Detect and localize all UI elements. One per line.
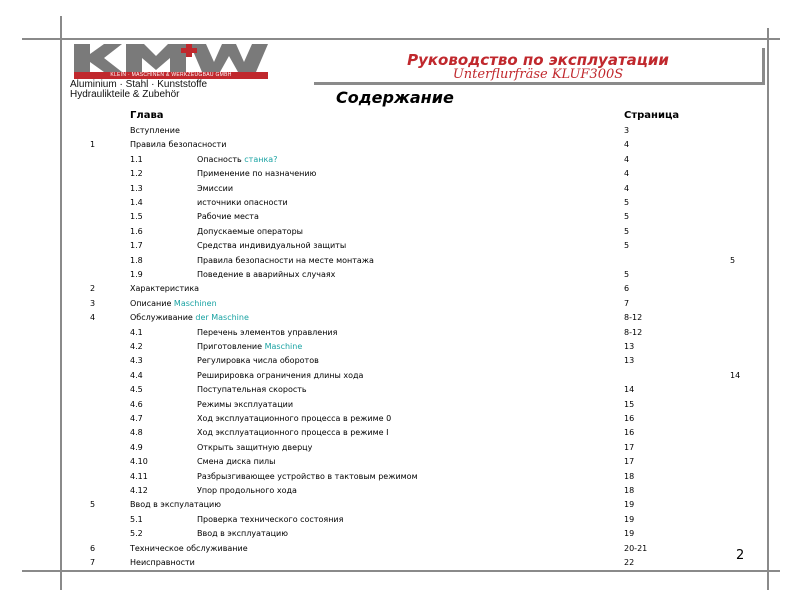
toc-page-number: 5 <box>624 212 630 221</box>
toc-entry-text: Регулировка числа оборотов <box>197 356 319 365</box>
toc-entry-title[interactable] <box>130 140 226 149</box>
toc-page-number: 19 <box>624 515 635 524</box>
toc-page-number: 5 <box>624 241 630 250</box>
toc-entry-title[interactable] <box>197 428 388 437</box>
toc-entry-text: Характеристика <box>130 284 200 293</box>
toc-page-number-offset: 5 <box>730 256 736 265</box>
left-rule <box>60 16 62 590</box>
toc-entry-text: Неисправности <box>130 558 195 567</box>
toc-page-number: 19 <box>624 529 635 538</box>
toc-page-number: 5 <box>624 198 630 207</box>
company-hydraulics: Hydraulikteile & Zubehör <box>70 89 180 100</box>
toc-page-number: 8-12 <box>624 328 643 337</box>
toc-page-number: 4 <box>624 155 630 164</box>
toc-section-number: 4.11 <box>130 472 148 481</box>
toc-entry-text: Проверка технического состояния <box>197 515 344 524</box>
toc-entry-title[interactable] <box>197 400 293 409</box>
toc-page-number: 20-21 <box>624 544 648 553</box>
toc-section-number: 1.6 <box>130 227 143 236</box>
toc-page-number: 4 <box>624 140 630 149</box>
toc-entry-text: Поступательная скорость <box>197 385 307 394</box>
toc-entry-title[interactable] <box>197 155 277 164</box>
toc-entry-text: Разбрызгивающее устройство в тактовым режимом <box>197 472 418 481</box>
toc-page-number: 5 <box>624 270 630 279</box>
toc-page-number: 16 <box>624 428 635 437</box>
toc-chapter-number: 7 <box>90 558 96 567</box>
toc-entry-text: Режимы эксплуатации <box>197 400 294 409</box>
bottom-rule <box>22 570 780 572</box>
toc-entry-title[interactable] <box>197 270 335 279</box>
toc-section-number: 4.4 <box>130 371 143 380</box>
toc-chapter-number: 4 <box>90 313 96 322</box>
toc-entry-text: Техническое обслуживание <box>130 544 248 553</box>
toc-chapter-number: 5 <box>90 500 96 509</box>
toc-entry-title[interactable] <box>197 356 319 365</box>
toc-entry-title[interactable] <box>197 472 418 481</box>
toc-entry-title[interactable] <box>197 385 307 394</box>
page-number: 2 <box>736 548 745 563</box>
toc-entry-text: Ввод в эксплуатацию <box>197 529 288 538</box>
toc-entry-text: источники опасности <box>197 198 288 207</box>
toc-section-number: 4.10 <box>130 457 148 466</box>
toc-entry-text: Применение по назначению <box>197 169 317 178</box>
toc-entry-title[interactable] <box>197 457 275 466</box>
toc-entry-title[interactable] <box>197 443 312 452</box>
toc-chapter-number: 6 <box>90 544 96 553</box>
toc-entry-title[interactable] <box>197 371 363 380</box>
toc-entry-title[interactable] <box>197 184 233 193</box>
toc-page-number: 8-12 <box>624 313 643 322</box>
toc-entry-text: Рабочие места <box>197 212 259 221</box>
toc-entry-title[interactable] <box>197 342 302 351</box>
logo-band: KLEIN · MASCHINEN & WERKZEUGBAU GMBH <box>74 72 268 79</box>
toc-entry-text: Поведение в аварийных случаях <box>197 270 336 279</box>
company-logo <box>70 44 270 78</box>
toc-entry-text: Приготовление <box>197 342 265 351</box>
toc-entry-title[interactable] <box>130 313 249 322</box>
toc-entry-text: Допускаемые операторы <box>197 227 303 236</box>
toc-section-number: 4.9 <box>130 443 143 452</box>
toc-header-chapter: Глава <box>130 110 164 121</box>
toc-entry-title[interactable] <box>197 515 343 524</box>
toc-title: Содержание <box>336 88 454 107</box>
toc-section-number: 1.2 <box>130 169 143 178</box>
toc-entry-text: Описание <box>130 299 174 308</box>
toc-page-number: 13 <box>624 356 635 365</box>
toc-section-number: 4.7 <box>130 414 143 423</box>
toc-chapter-number: 2 <box>90 284 96 293</box>
toc-entry-title[interactable] <box>130 500 221 509</box>
toc-section-number: 4.2 <box>130 342 143 351</box>
toc-entry-text: Открыть защитную дверцу <box>197 443 313 452</box>
toc-entry-highlight: Maschinen <box>173 299 217 308</box>
toc-section-number: 4.5 <box>130 385 143 394</box>
toc-entry-highlight: станка? <box>244 155 278 164</box>
toc-entry-text: Реширировка ограничения длины хода <box>197 371 364 380</box>
toc-entry-text: Эмиссии <box>197 184 234 193</box>
toc-page-number: 17 <box>624 457 635 466</box>
toc-entry-text: Правила безопасности <box>130 140 227 149</box>
toc-entry-title[interactable] <box>130 544 248 553</box>
toc-entry-highlight: Maschine <box>264 342 303 351</box>
toc-page-number: 5 <box>624 227 630 236</box>
toc-entry-text: Правила безопасности на месте монтажа <box>197 256 374 265</box>
toc-page-number: 15 <box>624 400 635 409</box>
toc-header-page: Страница <box>624 110 680 121</box>
company-materials: Aluminium · Stahl · Kunststoffe <box>70 79 208 90</box>
toc-entry-text: Вступление <box>130 126 180 135</box>
toc-section-number: 1.4 <box>130 198 143 207</box>
toc-section-number: 4.8 <box>130 428 143 437</box>
toc-section-number: 5.2 <box>130 529 143 538</box>
toc-section-number: 4.1 <box>130 328 143 337</box>
toc-entry-text: Средства индивидуальной защиты <box>197 241 347 250</box>
right-rule <box>767 28 769 590</box>
toc-entry-title[interactable] <box>130 284 199 293</box>
toc-page-number: 4 <box>624 169 630 178</box>
toc-entry-title[interactable] <box>197 256 374 265</box>
toc-page-number-offset: 14 <box>730 371 741 380</box>
toc-section-number: 1.3 <box>130 184 143 193</box>
toc-page-number: 16 <box>624 414 635 423</box>
manual-title-box <box>314 48 765 85</box>
toc-section-number: 1.1 <box>130 155 143 164</box>
toc-entry-title[interactable] <box>197 486 297 495</box>
toc-page-number: 13 <box>624 342 635 351</box>
toc-entry-text: Обслуживание <box>130 313 196 322</box>
toc-page-number: 14 <box>624 385 635 394</box>
toc-chapter-number: 1 <box>90 140 96 149</box>
toc-entry-highlight: der Maschine <box>195 313 249 322</box>
toc-section-number: 1.5 <box>130 212 143 221</box>
toc-page-number: 18 <box>624 486 635 495</box>
toc-page-number: 18 <box>624 472 635 481</box>
toc-entry-title[interactable] <box>197 241 346 250</box>
toc-page-number: 3 <box>624 126 630 135</box>
toc-entry-text: Ход эксплуатационного процесса в режиме 0 <box>197 414 392 423</box>
toc-page-number: 6 <box>624 284 630 293</box>
toc-entry-title[interactable] <box>130 558 195 567</box>
toc-section-number: 1.8 <box>130 256 143 265</box>
top-rule <box>22 38 780 40</box>
toc-entry-title[interactable] <box>197 227 303 236</box>
kmw-logo-icon <box>70 44 270 72</box>
toc-chapter-number: 3 <box>90 299 96 308</box>
toc-section-number: 5.1 <box>130 515 143 524</box>
toc-entry-text: Смена диска пилы <box>197 457 276 466</box>
toc-entry-text: Опасность <box>197 155 245 164</box>
toc-section-number: 1.7 <box>130 241 143 250</box>
toc-page-number: 4 <box>624 184 630 193</box>
toc-page-number: 19 <box>624 500 635 509</box>
toc-section-number: 1.9 <box>130 270 143 279</box>
toc-entry-text: Упор продольного хода <box>197 486 297 495</box>
manual-title: Руководство по эксплуатации <box>407 51 669 69</box>
manual-subtitle: Unterflurfräse KLUF300S <box>452 67 624 82</box>
toc-entry-title[interactable] <box>197 198 288 207</box>
toc-section-number: 4.12 <box>130 486 148 495</box>
toc-entry-title[interactable] <box>197 212 259 221</box>
toc-entry-title[interactable] <box>130 126 180 135</box>
toc-section-number: 4.3 <box>130 356 143 365</box>
toc-entry-title[interactable] <box>197 328 337 337</box>
toc-entry-text: Ввод в экспулатацию <box>130 500 221 509</box>
toc-entry-text: Ход эксплуатационного процесса в режиме I <box>197 428 389 437</box>
toc-section-number: 4.6 <box>130 400 143 409</box>
toc-entry-text: Перечень элементов управления <box>197 328 338 337</box>
toc-page-number: 17 <box>624 443 635 452</box>
toc-entry-title[interactable] <box>197 169 316 178</box>
toc-entry-title[interactable] <box>130 299 217 308</box>
toc-entry-title[interactable] <box>197 529 288 538</box>
toc-entry-title[interactable] <box>197 414 391 423</box>
toc-page-number: 7 <box>624 299 630 308</box>
toc-page-number: 22 <box>624 558 635 567</box>
